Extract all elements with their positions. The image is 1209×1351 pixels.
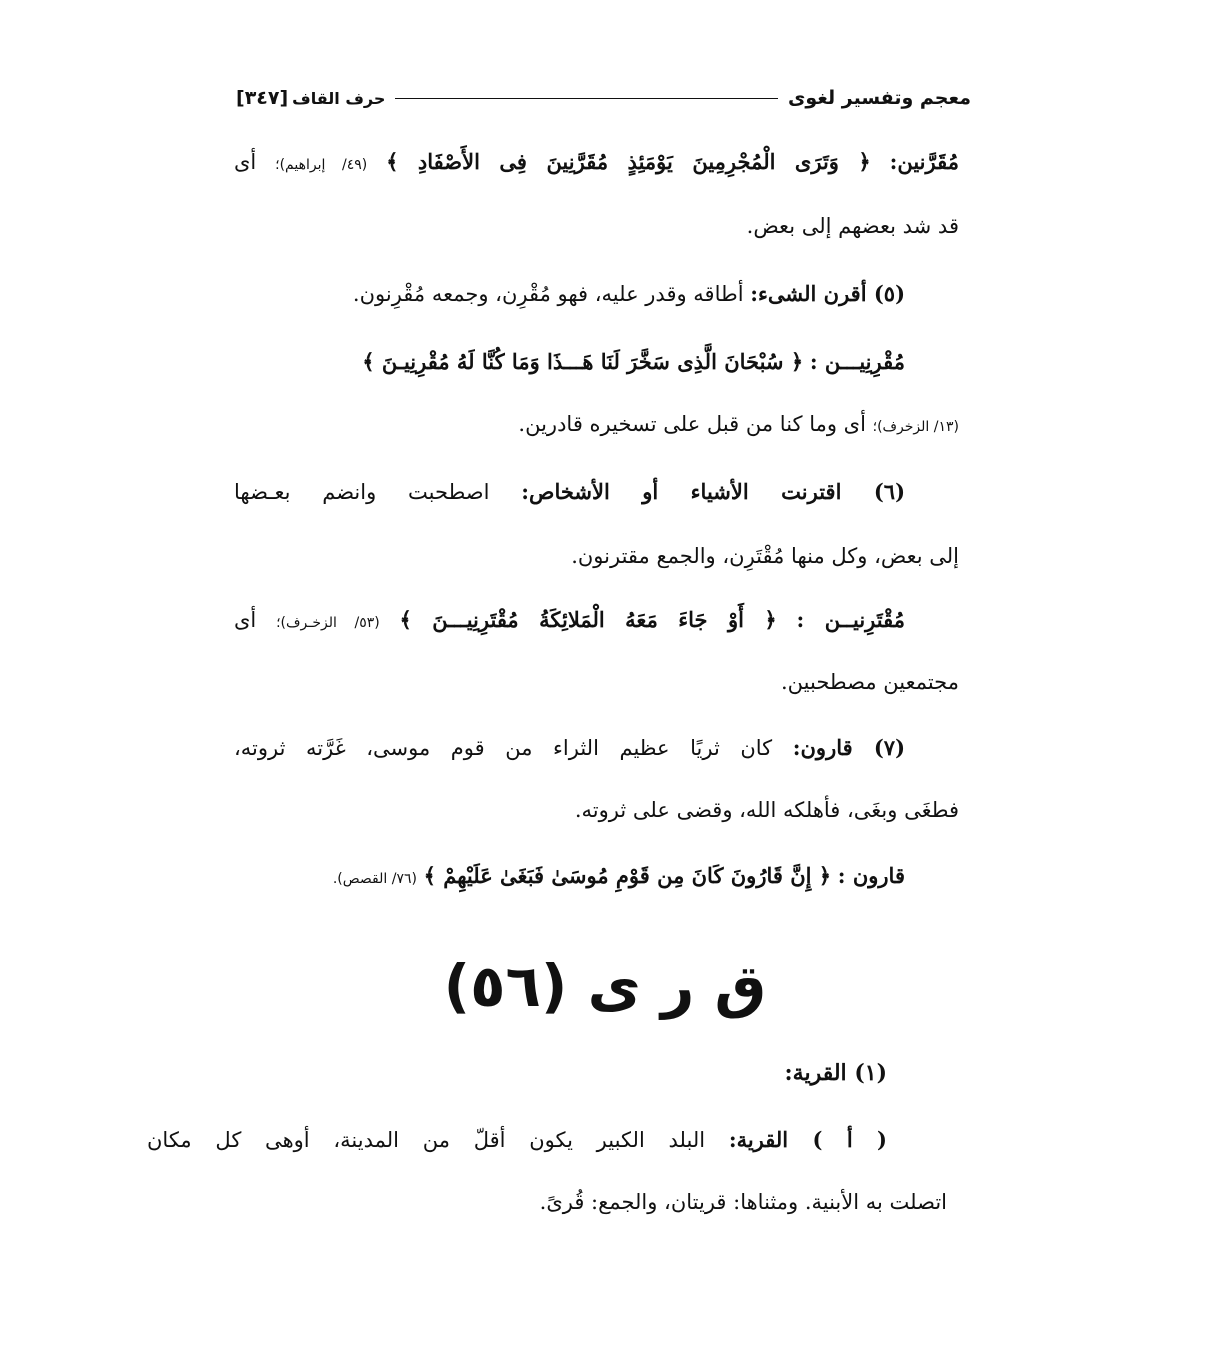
quran-verse: ﴿ وَتَرَى الْمُجْرِمِينَ يَوْمَئِذٍ مُقَرَّنِينَ فِى الأَصْفَادِ ﴾: [386, 149, 871, 174]
header-rule: [395, 98, 778, 99]
book-title: معجم وتفسير لغوى: [787, 87, 971, 109]
definition: أطاقه وقدر عليه، فهو مُقْرِن، وجمعه مُقْرِنون.: [352, 282, 744, 306]
text-line-2: قد شد بعضهم إلى بعض.: [746, 214, 959, 238]
term: ( أ ) القرية:: [728, 1127, 887, 1152]
subheading: (١) القرية:: [784, 1060, 887, 1086]
quran-verse: ﴿ أَوْ جَاءَ مَعَهُ الْمَلائِكَةُ مُقْتَرِنِيـــنَ ﴾: [399, 607, 777, 632]
section-name: حرف القاف: [292, 88, 386, 108]
text-line-5: [234, 408, 959, 443]
headword: مُقَرَّنين:: [889, 149, 959, 174]
page-number: [٣٤٧]: [236, 87, 289, 109]
term: (٥) أقرن الشىء:: [750, 281, 905, 306]
running-header: [236, 80, 971, 116]
text-line-1: [234, 146, 959, 181]
headword: مُقْرِنِيـــن :: [809, 349, 905, 374]
headword: قارون :: [837, 863, 905, 888]
text-line-12: [234, 860, 905, 895]
text-line-14: اتصلت به الأبنية. ومثناها: قريتان، والجمع: قُرىً.: [539, 1190, 947, 1214]
quran-verse: ﴿ إِنَّ قَارُونَ كَانَ مِن قَوْمِ مُوسَىٰ فَبَغَىٰ عَلَيْهِمْ ﴾: [423, 863, 832, 888]
text-run: أى: [234, 608, 257, 632]
text-line-8: [234, 604, 905, 639]
text-line-10: [234, 732, 905, 764]
definition: اصطحبت وانضم بعـضها: [234, 480, 490, 504]
text-line-6: [234, 476, 905, 508]
entry-root-heading: ق ر ى (٥٦): [443, 952, 767, 1020]
verse-reference: (٧٦/ القصص).: [332, 871, 417, 887]
text-line-9: مجتمعين مصطحبين.: [781, 670, 959, 694]
verse-reference: (١٣/ الزخرف)؛: [872, 419, 959, 435]
definition: أى وما كنا من قبل على تسخيره قادرين.: [518, 412, 866, 436]
term: (٧) قارون:: [792, 735, 905, 760]
term: (٦) اقترنت الأشياء أو الأشخاص:: [521, 479, 906, 504]
text-line-13: [147, 1124, 887, 1156]
headword: مُقْتَرِنيــن :: [796, 607, 905, 632]
text-line-4: [234, 346, 905, 378]
verse-reference: (٥٣/ الزخـرف)؛: [276, 615, 380, 631]
verse-reference: (٤٩/ إبراهيم)؛: [275, 157, 368, 173]
text-line-11: فطغَى وبغَى، فأهلكه الله، وقضى على ثروته.: [574, 798, 959, 822]
definition: كان ثريًا عظيم الثراء من قوم موسى، غَرَّته ثروته،: [234, 736, 773, 760]
text-run: أى: [234, 150, 257, 174]
definition: البلد الكبير يكون أقلّ من المدينة، أوهى كل مكان: [147, 1128, 706, 1152]
text-line-3: [234, 278, 905, 310]
quran-verse: ﴿ سُبْحَانَ الَّذِى سَخَّرَ لَنَا هَـــذَا وَمَا كُنَّا لَهُ مُقْرِنِيـنَ ﴾: [362, 349, 804, 374]
text-line-7: إلى بعض، وكل منها مُقْتَرِن، والجمع مقترنون.: [571, 544, 959, 568]
